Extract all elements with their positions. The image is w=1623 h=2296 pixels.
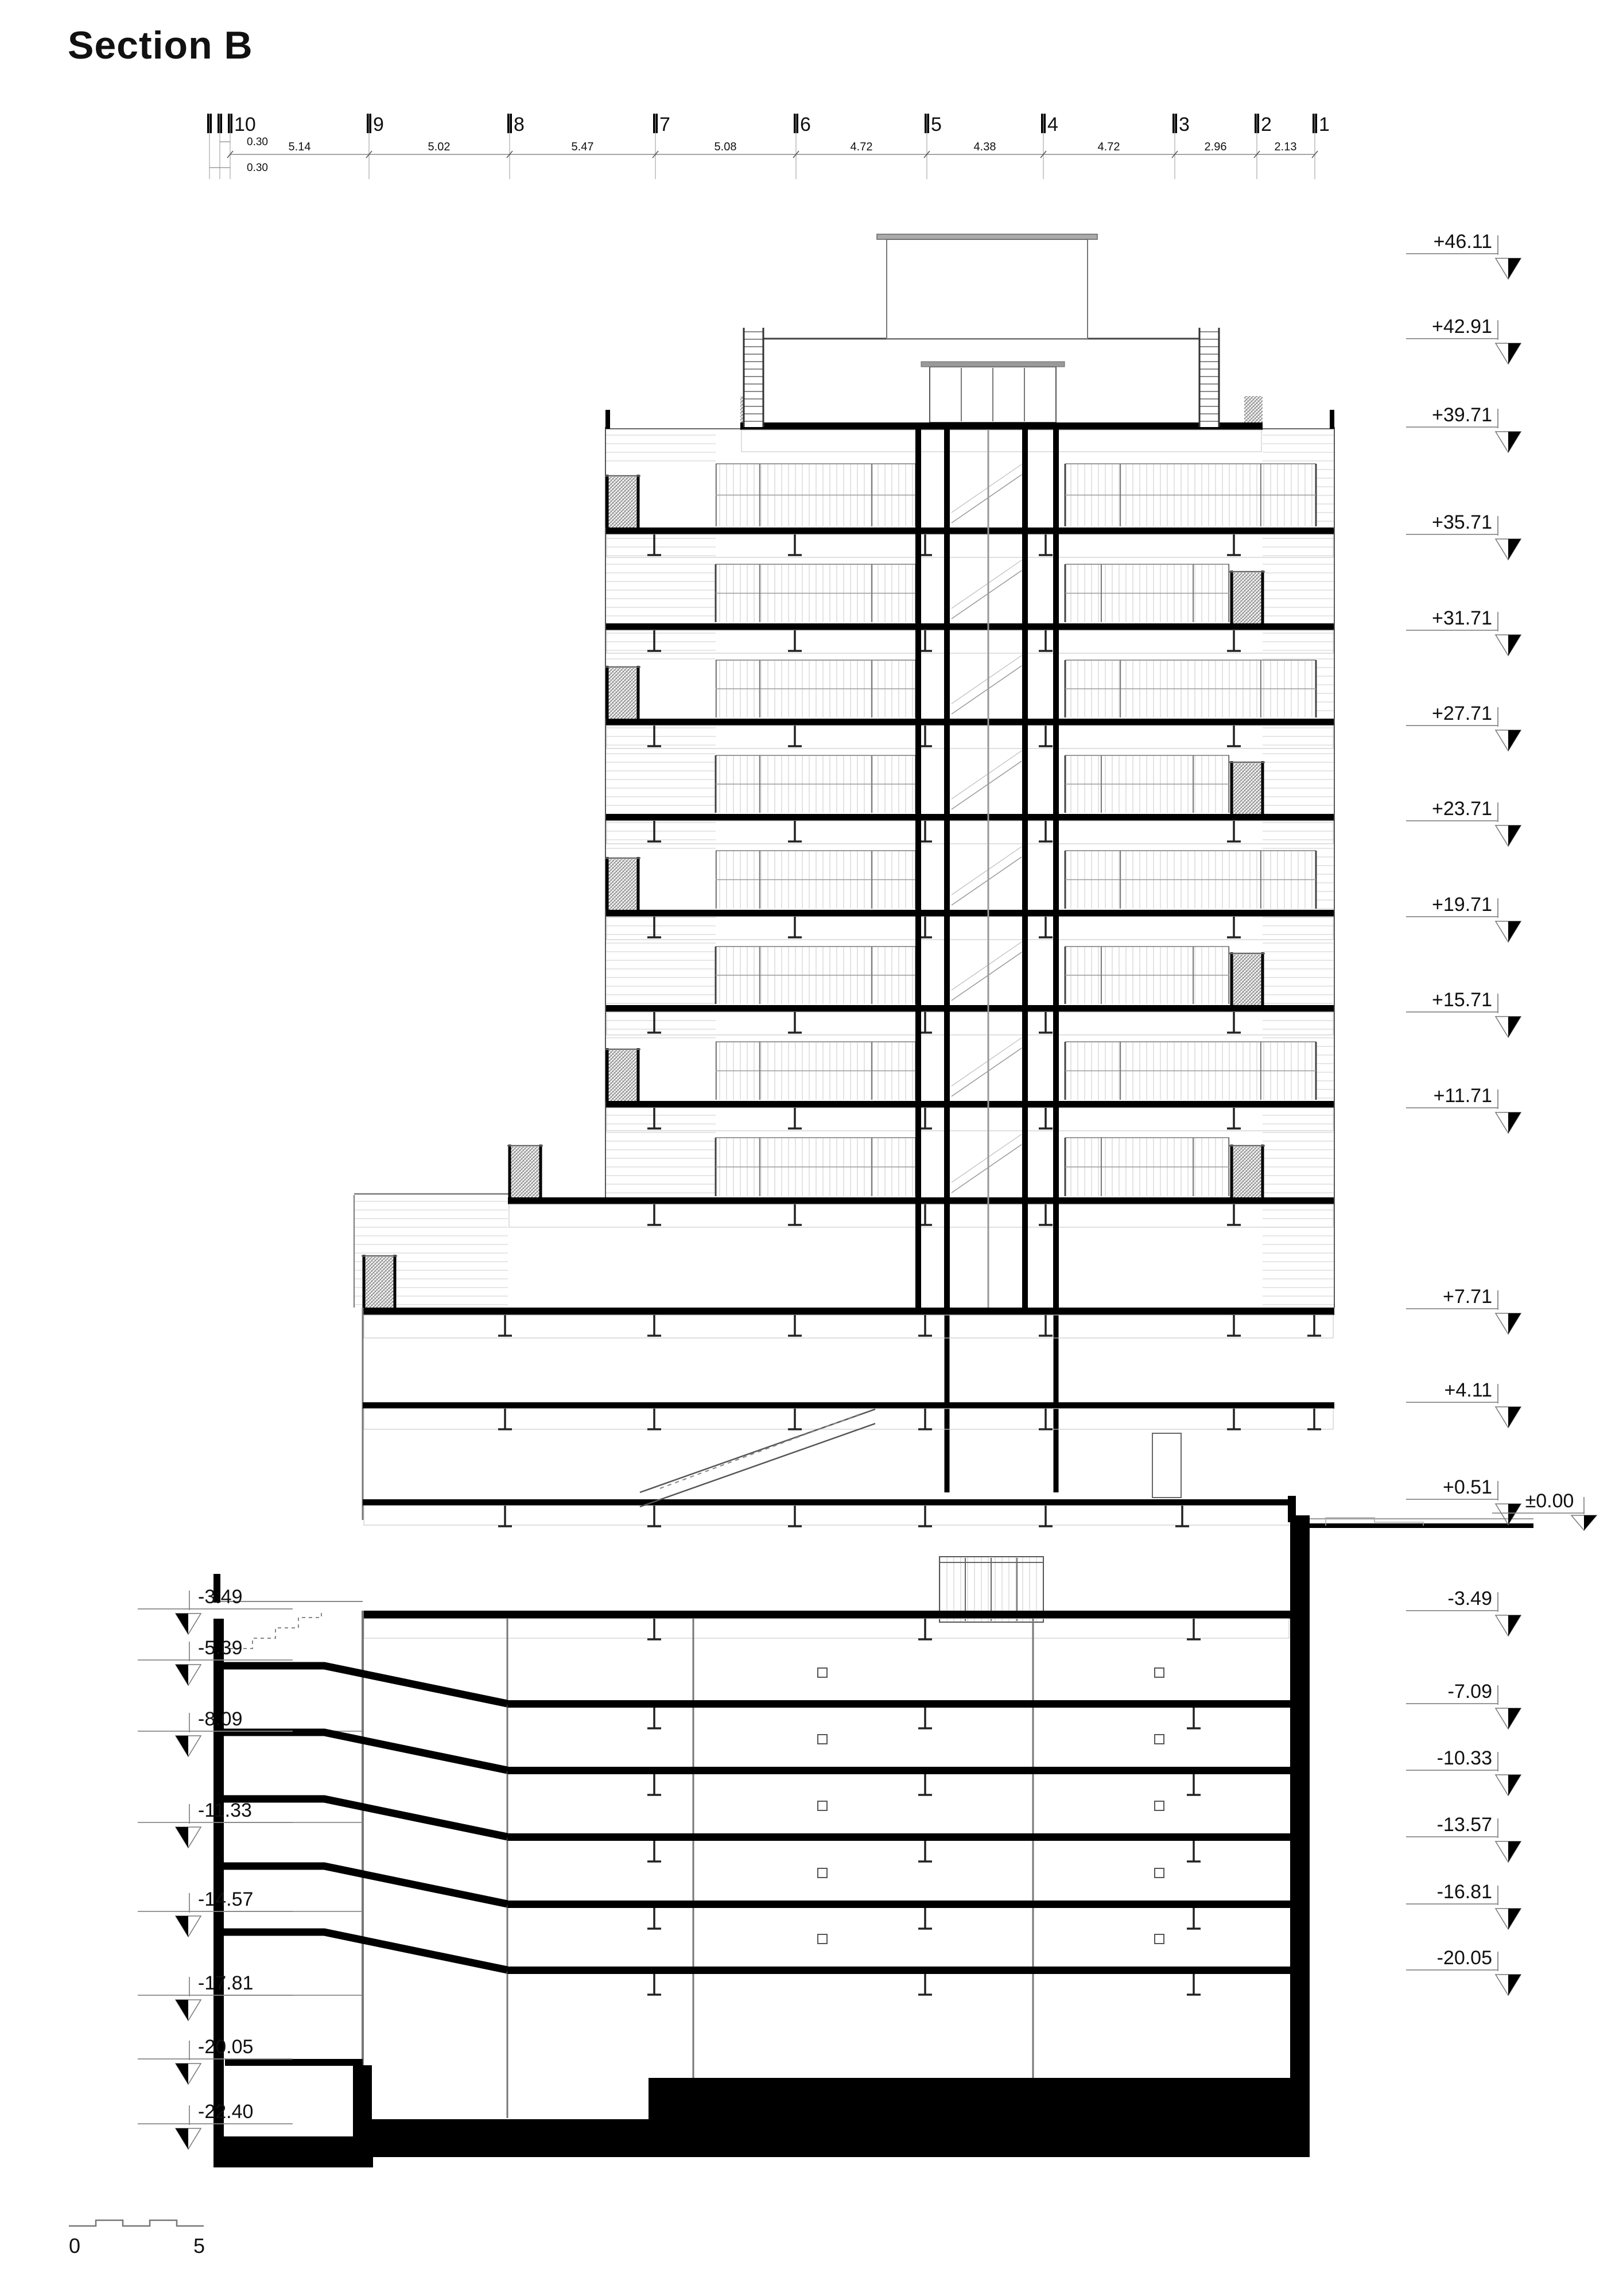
level-label-right: +27.71 <box>1432 703 1492 724</box>
garage-ramp <box>224 1666 507 1704</box>
level-label-right: -16.81 <box>1436 1881 1492 1903</box>
bulkhead-canopy <box>921 362 1065 367</box>
balcony-railing <box>364 1257 395 1308</box>
roof-slab <box>740 422 1263 430</box>
garage-door-marker <box>1155 1934 1164 1944</box>
stair-flight <box>952 1048 1022 1096</box>
penthouse-box <box>887 239 1088 339</box>
roof-railing-right <box>1244 396 1263 422</box>
grid-axis-label: 2 <box>1261 114 1272 135</box>
level-label-right: +11.71 <box>1433 1085 1492 1107</box>
level-label-right: -20.05 <box>1436 1947 1492 1969</box>
stair-flight <box>952 857 1022 905</box>
interior-ramp <box>640 1424 875 1507</box>
garage-slab <box>507 1700 1290 1708</box>
garage-door-marker <box>818 1668 827 1677</box>
roof-parapet-right <box>1330 410 1334 429</box>
level-label-right: -10.33 <box>1436 1747 1492 1769</box>
raft-step <box>649 2078 1310 2119</box>
level-label-right: +31.71 <box>1432 607 1492 629</box>
drawing-title: Section B <box>68 24 253 67</box>
stair-flight <box>952 571 1022 619</box>
level-label-right: -3.49 <box>1447 1588 1492 1609</box>
garage-slab <box>507 1901 1290 1908</box>
garage-slab <box>507 1767 1290 1774</box>
roof-parapet-left <box>605 410 610 429</box>
stair-flight <box>952 475 1022 523</box>
stair-flight <box>952 952 1022 1000</box>
interior-ramp <box>640 1409 875 1492</box>
dim-label: 5.47 <box>571 141 594 153</box>
balcony-railing <box>1232 1147 1263 1197</box>
level-label-left: -3.49 <box>198 1586 243 1608</box>
balcony-railing <box>607 859 638 910</box>
dim-label: 2.13 <box>1274 141 1297 153</box>
grid-axis-label: 4 <box>1047 114 1058 135</box>
balcony-railing <box>1232 955 1263 1005</box>
balcony-railing <box>510 1147 541 1197</box>
garage-door-marker <box>1155 1868 1164 1878</box>
scale-bar-end: 5 <box>193 2234 205 2258</box>
penthouse-canopy <box>877 234 1097 239</box>
balcony-railing <box>607 477 638 528</box>
stair-flight <box>952 761 1022 809</box>
stair-flight <box>952 1145 1022 1193</box>
garage-door-marker <box>1155 1668 1164 1677</box>
grid-axis-label: 10 <box>234 114 256 135</box>
level-label-right: -7.09 <box>1447 1681 1492 1702</box>
podium-roof-slab <box>363 1308 1334 1315</box>
grid-axis-label: 6 <box>800 114 811 135</box>
garage-door-marker <box>1155 1801 1164 1810</box>
level-label-right: +42.91 <box>1432 316 1492 338</box>
level-label-right: +7.71 <box>1442 1286 1492 1308</box>
grid-axis-label: 1 <box>1319 114 1330 135</box>
basement-right-wall <box>1290 1515 1310 2157</box>
level-label-right: +15.71 <box>1432 989 1492 1011</box>
level-label-right: -13.57 <box>1436 1814 1492 1836</box>
level-label-left: -8.09 <box>198 1708 243 1730</box>
annotation-layer <box>138 114 1597 2149</box>
slab-m349 <box>363 1611 1290 1619</box>
facade-ladder <box>744 330 763 427</box>
stair-flight <box>952 751 1022 799</box>
pit-bottom-slab <box>213 2136 373 2167</box>
dim-label: 5.02 <box>428 141 451 153</box>
stair-flight <box>952 666 1022 714</box>
dim-label: 4.72 <box>1097 141 1120 153</box>
podium-slab-411 <box>363 1402 1334 1409</box>
balcony-railing <box>1232 573 1263 623</box>
floor-slab <box>605 814 1334 821</box>
dim-label: 5.08 <box>714 141 737 153</box>
garage-door-marker <box>818 1934 827 1944</box>
door-frame <box>1152 1433 1181 1498</box>
stair-flight <box>952 1038 1022 1086</box>
level-label-right: +23.71 <box>1432 798 1492 820</box>
stair-flight <box>952 464 1022 513</box>
level-label-right: +46.11 <box>1433 231 1492 253</box>
stair-flight <box>952 656 1022 704</box>
level-label-right: +39.71 <box>1432 404 1492 426</box>
garage-door-marker <box>1155 1735 1164 1744</box>
stair-flight <box>952 1134 1022 1182</box>
balcony-railing <box>607 1050 638 1101</box>
garage-ramp <box>224 1799 507 1837</box>
podium-slab-051 <box>363 1499 1295 1506</box>
garage-door-marker <box>818 1868 827 1878</box>
grid-axis-label: 8 <box>514 114 525 135</box>
garage-slab <box>507 1833 1290 1841</box>
garage-slab <box>507 1967 1290 1974</box>
balcony-railing <box>1232 763 1263 814</box>
grid-axis-label: 7 <box>659 114 670 135</box>
dim-label: 4.72 <box>850 141 873 153</box>
level-label-left: -5.39 <box>198 1637 243 1659</box>
floor-slab <box>605 623 1334 630</box>
outdoor-stair-dashed <box>230 1611 321 1649</box>
facade-ladder <box>1199 330 1219 427</box>
level-label-left: -22.40 <box>198 2101 254 2123</box>
glazing-layer <box>716 258 1316 1622</box>
level-label-left: -17.81 <box>198 1972 254 1994</box>
floor-slab <box>605 910 1334 917</box>
dim-label: 5.14 <box>288 141 311 153</box>
level-label-right: +0.51 <box>1442 1476 1492 1498</box>
grid-axis-label: 5 <box>931 114 942 135</box>
offset-dim-label: 0.30 <box>247 136 268 148</box>
garage-ramp <box>224 1932 507 1970</box>
stair-flight <box>952 942 1022 990</box>
floor-slab <box>605 719 1334 726</box>
scale-bar-start: 0 <box>69 2234 81 2258</box>
garage-ramp <box>224 1866 507 1904</box>
dim-label: 2.96 <box>1204 141 1227 153</box>
grid-axis-label: 3 <box>1179 114 1190 135</box>
offset-dim-label: 0.30 <box>247 162 268 174</box>
datum-label: ±0.00 <box>1525 1490 1574 1512</box>
level-label-right: +4.11 <box>1444 1379 1492 1401</box>
stair-flight <box>952 560 1022 608</box>
raft-slab <box>367 2119 1310 2157</box>
roof-beam-band <box>741 430 1261 452</box>
level-label-left: -11.33 <box>198 1799 252 1821</box>
garage-door-marker <box>818 1735 827 1744</box>
floor-slab <box>605 528 1334 534</box>
floor-slab <box>605 1005 1334 1012</box>
level-label-left: -20.05 <box>198 2036 254 2058</box>
level-label-left: -14.57 <box>198 1888 254 1910</box>
garage-door-marker <box>818 1801 827 1810</box>
garage-ramp <box>224 1732 507 1770</box>
dim-label: 4.38 <box>973 141 996 153</box>
level-label-right: +19.71 <box>1432 894 1492 916</box>
grid-axis-label: 9 <box>373 114 384 135</box>
left-bay-lowest-slab <box>225 2059 363 2066</box>
floor-slab <box>605 1101 1334 1108</box>
stair-flight <box>952 847 1022 895</box>
balcony-railing <box>607 668 638 719</box>
level-label-right: +35.71 <box>1432 511 1492 533</box>
